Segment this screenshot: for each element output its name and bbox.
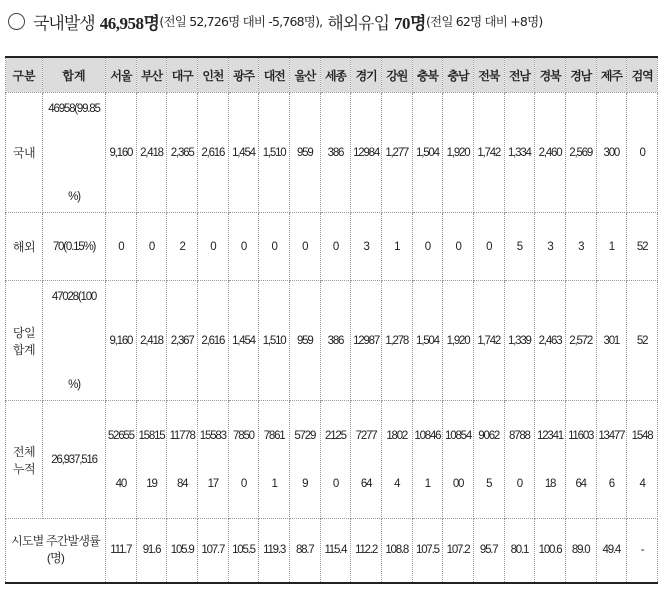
header-region: 대전 — [259, 57, 290, 93]
cell-cumulative — [596, 401, 627, 519]
cell-cumulative-top: 1548 — [631, 429, 653, 442]
row-label-cumulative-line1: 전체 — [12, 444, 36, 459]
cell-cumulative — [106, 401, 137, 519]
cell-today: 2,367 — [167, 281, 198, 401]
summary-headline — [8, 6, 658, 36]
cell-today: 386 — [320, 281, 351, 401]
cell-today: 52 — [627, 281, 658, 401]
cell-weekly: 100.6 — [535, 519, 566, 583]
cell-cumulative-bottom: 4 — [394, 477, 400, 490]
cell-cumulative-top: 7850 — [233, 429, 254, 442]
cell-domestic: 1,742 — [473, 93, 504, 213]
header-region: 전북 — [473, 57, 504, 93]
cell-domestic: 1,277 — [381, 93, 412, 213]
cell-cumulative-top: 7277 — [355, 429, 377, 442]
cell-weekly: 80.1 — [504, 519, 535, 583]
cell-cumulative-top: 1802 — [386, 429, 408, 442]
cell-weekly: 91.6 — [136, 519, 167, 583]
row-label-today-line2: 합계 — [12, 342, 36, 357]
cell-weekly: 108.8 — [381, 519, 412, 583]
cell-overseas: 0 — [228, 213, 259, 281]
cell-cumulative-bottom: 9 — [302, 477, 308, 490]
cell-overseas: 1 — [596, 213, 627, 281]
cell-overseas: 0 — [320, 213, 351, 281]
cell-cumulative-bottom: 0 — [240, 477, 247, 490]
cell-overseas: 3 — [535, 213, 566, 281]
header-region: 경기 — [351, 57, 382, 93]
cell-today: 2,572 — [565, 281, 596, 401]
cell-overseas: 0 — [259, 213, 290, 281]
cell-weekly: 115.4 — [320, 519, 351, 583]
table-row-cumulative — [6, 401, 658, 519]
cell-today: 1,454 — [228, 281, 259, 401]
cell-weekly: 89.0 — [565, 519, 596, 583]
cell-cumulative-bottom: 17 — [207, 477, 218, 490]
cell-cumulative — [167, 401, 198, 519]
cell-cumulative-top: 2125 — [325, 429, 346, 442]
cell-cumulative — [289, 401, 320, 519]
cell-weekly: 49.4 — [596, 519, 627, 583]
cell-overseas: 0 — [412, 213, 443, 281]
cell-today: 2,616 — [197, 281, 228, 401]
cell-cumulative-bottom: 64 — [575, 477, 586, 490]
cell-cumulative-bottom: 64 — [360, 477, 372, 490]
overseas-detail: (전일 62명 대비 +8명) — [425, 14, 543, 29]
header-region: 대구 — [167, 57, 198, 93]
header-region: 전남 — [504, 57, 535, 93]
total-today — [43, 281, 106, 401]
cell-domestic: 1,504 — [412, 93, 443, 213]
header-region: 세종 — [320, 57, 351, 93]
cell-weekly: 112.2 — [351, 519, 382, 583]
cell-cumulative — [136, 401, 167, 519]
cell-cumulative — [627, 401, 658, 519]
cell-overseas: 3 — [351, 213, 382, 281]
domestic-count: 46,958명 — [99, 13, 160, 33]
cell-cumulative — [565, 401, 596, 519]
cell-domestic: 2,569 — [565, 93, 596, 213]
cell-overseas: 0 — [289, 213, 320, 281]
cell-domestic: 1,334 — [504, 93, 535, 213]
cell-weekly: 107.2 — [443, 519, 474, 583]
table-row-weekly — [6, 519, 658, 583]
cell-weekly: 119.3 — [259, 519, 290, 583]
header-region: 충북 — [412, 57, 443, 93]
cell-overseas: 0 — [197, 213, 228, 281]
cell-today: 9,160 — [106, 281, 137, 401]
cell-weekly: 105.9 — [167, 519, 198, 583]
cell-today: 1,278 — [381, 281, 412, 401]
cell-domestic: 9,160 — [106, 93, 137, 213]
cell-today: 301 — [596, 281, 627, 401]
header-region: 인천 — [197, 57, 228, 93]
header-region: 충남 — [443, 57, 474, 93]
row-label-cumulative — [6, 401, 43, 519]
header-region: 광주 — [228, 57, 259, 93]
cell-cumulative-bottom: 5 — [486, 477, 492, 490]
cell-weekly: 88.7 — [289, 519, 320, 583]
cell-today: 12987 — [351, 281, 382, 401]
cell-today: 1,510 — [259, 281, 290, 401]
header-region: 강원 — [381, 57, 412, 93]
header-region: 경북 — [535, 57, 566, 93]
cell-cumulative-top: 15815 — [138, 429, 165, 442]
header-region: 부산 — [136, 57, 167, 93]
cell-today: 1,504 — [412, 281, 443, 401]
cell-cumulative — [259, 401, 290, 519]
cell-cumulative-top: 52655 — [107, 429, 134, 442]
total-overseas: 70(0.15%) — [43, 213, 106, 281]
cell-cumulative-top: 11603 — [568, 429, 594, 442]
cell-cumulative — [535, 401, 566, 519]
cell-cumulative-bottom: 40 — [115, 477, 127, 490]
header-category: 구분 — [6, 57, 43, 93]
cell-cumulative — [228, 401, 259, 519]
cell-cumulative — [351, 401, 382, 519]
total-today-bottom: %) — [68, 378, 80, 391]
overseas-label: 해외유입 — [327, 13, 390, 34]
cell-overseas: 5 — [504, 213, 535, 281]
domestic-label: 국내발생 — [33, 13, 95, 34]
cell-cumulative-top: 10846 — [414, 429, 441, 442]
regional-case-table — [5, 56, 658, 584]
cell-weekly: 105.5 — [228, 519, 259, 583]
header-region: 울산 — [289, 57, 320, 93]
cell-today: 1,339 — [504, 281, 535, 401]
cell-cumulative-top: 13477 — [598, 429, 625, 442]
total-today-top: 47028(100 — [51, 290, 97, 303]
cell-cumulative-top: 12341 — [537, 429, 563, 442]
header-region: 검역 — [627, 57, 658, 93]
cell-cumulative-bottom: 19 — [146, 477, 157, 490]
cell-weekly: 107.5 — [412, 519, 443, 583]
cell-domestic: 2,418 — [136, 93, 167, 213]
cell-cumulative-bottom: 84 — [176, 477, 188, 490]
cell-cumulative-top: 15583 — [199, 429, 226, 442]
domestic-detail: (전일 52,726명 대비 -5,768명), — [159, 14, 323, 29]
row-label-today — [6, 281, 43, 401]
cell-cumulative-bottom: 1 — [271, 477, 277, 490]
table-row-domestic — [6, 93, 658, 213]
circle-bullet-icon — [8, 13, 25, 30]
row-label-domestic: 국내 — [6, 93, 43, 213]
cell-overseas: 0 — [106, 213, 137, 281]
total-domestic-bottom: %) — [68, 190, 80, 203]
cell-cumulative-top: 8788 — [508, 429, 530, 442]
cell-overseas: 2 — [167, 213, 198, 281]
cell-cumulative — [381, 401, 412, 519]
cell-cumulative-bottom: 0 — [332, 477, 339, 490]
cell-today: 2,418 — [136, 281, 167, 401]
cell-overseas: 0 — [136, 213, 167, 281]
cell-weekly: 107.7 — [197, 519, 228, 583]
total-cumulative: 26,937,516 — [43, 401, 106, 519]
cell-cumulative — [412, 401, 443, 519]
cell-cumulative-bottom: 4 — [639, 477, 645, 490]
cell-domestic: 2,365 — [167, 93, 198, 213]
row-label-today-line1: 당일 — [12, 325, 36, 340]
header-region: 제주 — [596, 57, 627, 93]
table-header-row — [6, 57, 658, 93]
cell-cumulative — [504, 401, 535, 519]
cell-overseas: 1 — [381, 213, 412, 281]
cell-overseas: 3 — [565, 213, 596, 281]
header-region: 서울 — [106, 57, 137, 93]
cell-domestic: 1,920 — [443, 93, 474, 213]
table-row-today — [6, 281, 658, 401]
cell-cumulative — [473, 401, 504, 519]
cell-today: 1,742 — [473, 281, 504, 401]
cell-cumulative-bottom: 1 — [424, 477, 430, 490]
total-domestic-top: 46958(99.85 — [48, 102, 100, 115]
cell-cumulative — [443, 401, 474, 519]
cell-cumulative-top: 11778 — [169, 429, 195, 442]
cell-cumulative-bottom: 00 — [452, 477, 464, 490]
cell-cumulative — [320, 401, 351, 519]
cell-cumulative-top: 9062 — [478, 429, 500, 442]
cell-today: 959 — [289, 281, 320, 401]
cell-cumulative-bottom: 6 — [608, 477, 614, 490]
cell-cumulative — [197, 401, 228, 519]
cell-domestic: 300 — [596, 93, 627, 213]
row-label-overseas: 해외 — [6, 213, 43, 281]
cell-cumulative-top: 7861 — [263, 429, 285, 442]
table-row-overseas — [6, 213, 658, 281]
header-region: 경남 — [565, 57, 596, 93]
overseas-count: 70명 — [394, 13, 426, 33]
header-total: 합계 — [43, 57, 106, 93]
cell-weekly: 111.7 — [106, 519, 137, 583]
cell-domestic: 2,460 — [535, 93, 566, 213]
cell-today: 1,920 — [443, 281, 474, 401]
cell-domestic: 2,616 — [197, 93, 228, 213]
cell-overseas: 52 — [627, 213, 658, 281]
total-domestic — [43, 93, 106, 213]
cell-overseas: 0 — [473, 213, 504, 281]
cell-cumulative-bottom: 18 — [544, 477, 556, 490]
cell-domestic: 1,510 — [259, 93, 290, 213]
cell-today: 2,463 — [535, 281, 566, 401]
cell-domestic: 12984 — [351, 93, 382, 213]
cell-cumulative-top: 10854 — [445, 429, 472, 442]
cell-cumulative-bottom: 0 — [516, 477, 522, 490]
cell-domestic: 959 — [289, 93, 320, 213]
cell-cumulative-top: 5729 — [294, 429, 316, 442]
cell-domestic: 386 — [320, 93, 351, 213]
cell-overseas: 0 — [443, 213, 474, 281]
row-label-weekly: 시도별 주간발생률(명) — [6, 519, 106, 583]
cell-domestic: 1,454 — [228, 93, 259, 213]
row-label-cumulative-line2: 누적 — [12, 461, 36, 476]
cell-weekly: 95.7 — [473, 519, 504, 583]
cell-weekly: - — [627, 519, 658, 583]
cell-domestic: 0 — [627, 93, 658, 213]
